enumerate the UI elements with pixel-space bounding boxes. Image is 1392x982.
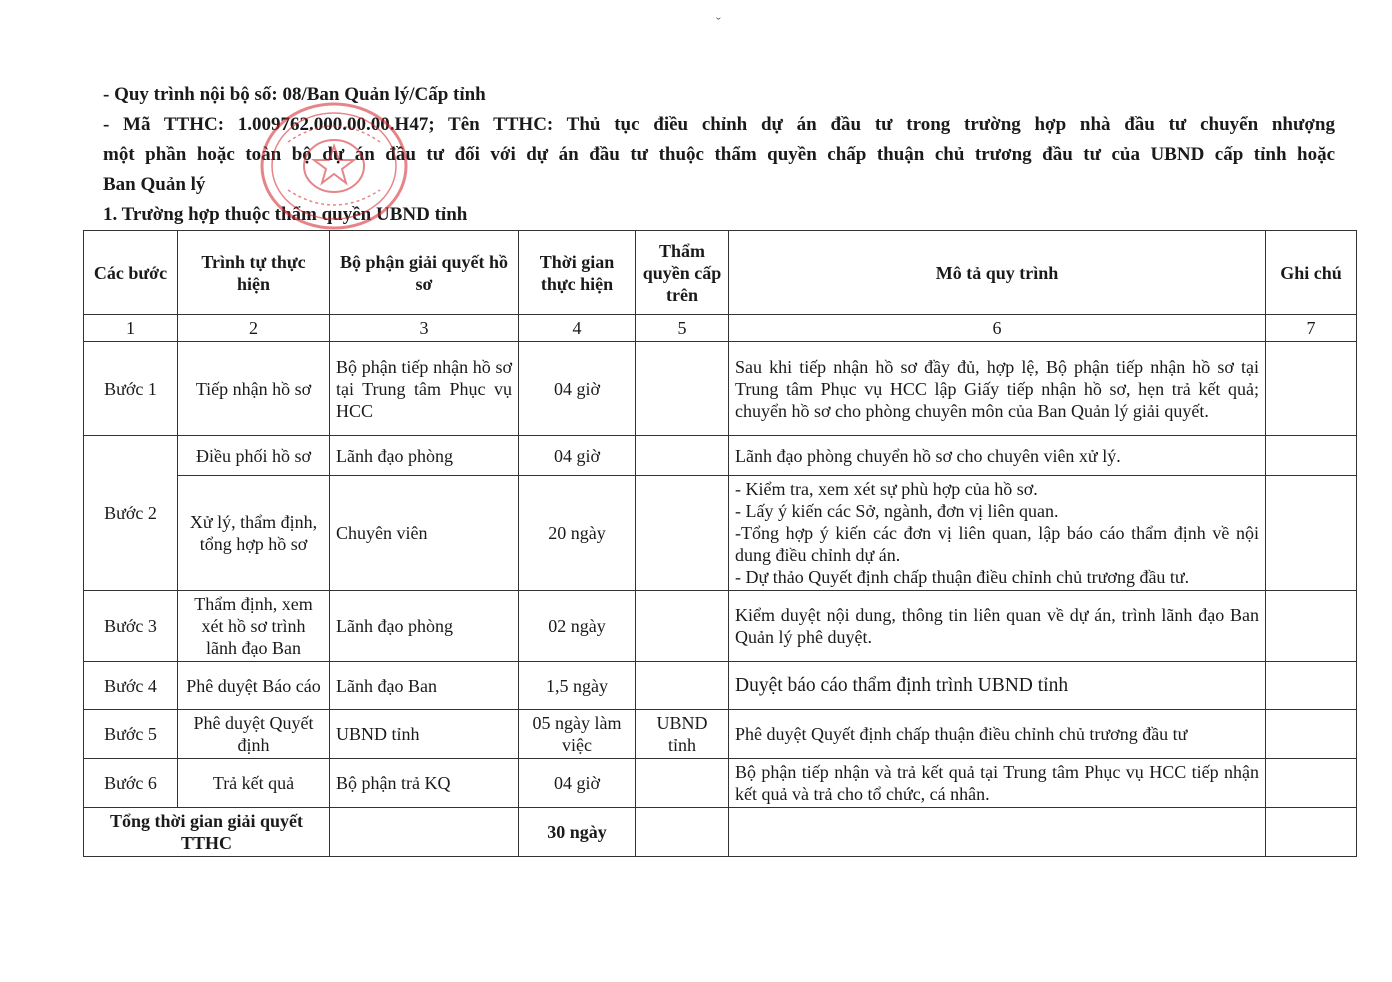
header-unit: Bộ phận giải quyết hồ sơ	[330, 231, 519, 315]
description-cell: Lãnh đạo phòng chuyển hồ sơ cho chuyên viên xử lý.	[729, 436, 1266, 476]
note-cell	[1266, 591, 1357, 662]
header-authority: Thẩm quyền cấp trên	[636, 231, 729, 315]
total-time: 30 ngày	[519, 808, 636, 857]
step-cell: Bước 4	[84, 662, 178, 710]
note-cell	[1266, 759, 1357, 808]
authority-cell	[636, 342, 729, 436]
header-steps: Các bước	[84, 231, 178, 315]
unit-cell: Bộ phận tiếp nhận hồ sơ tại Trung tâm Phục vụ HCC	[330, 342, 519, 436]
task-cell: Xử lý, thẩm định, tổng hợp hồ sơ	[178, 476, 330, 591]
unit-cell: UBND tỉnh	[330, 710, 519, 759]
total-label: Tổng thời gian giải quyết TTHC	[84, 808, 330, 857]
table-row	[84, 662, 1357, 710]
note-cell	[1266, 342, 1357, 436]
time-cell: 1,5 ngày	[519, 662, 636, 710]
table-row	[84, 710, 1357, 759]
step-cell: Bước 6	[84, 759, 178, 808]
authority-cell: UBND tỉnh	[636, 710, 729, 759]
table-row	[84, 591, 1357, 662]
authority-cell	[636, 662, 729, 710]
empty-cell	[1266, 808, 1357, 857]
table-row	[84, 342, 1357, 436]
unit-cell: Lãnh đạo phòng	[330, 591, 519, 662]
description-cell	[729, 476, 1266, 591]
header-note: Ghi chú	[1266, 231, 1357, 315]
process-table	[83, 230, 1357, 857]
note-cell	[1266, 662, 1357, 710]
header-sequence: Trình tự thực hiện	[178, 231, 330, 315]
task-cell: Thẩm định, xem xét hồ sơ trình lãnh đạo Ban	[178, 591, 330, 662]
column-number: 1	[84, 315, 178, 342]
description-cell: Sau khi tiếp nhận hồ sơ đầy đủ, hợp lệ, Bộ phận tiếp nhận hồ sơ tại Trung tâm Phục vụ HCC lập Giấy tiếp nhận hồ sơ, hẹn trả kết quả; chuyển hồ sơ cho phòng chuyên môn của Ban Quản lý giải quyết.	[729, 342, 1266, 436]
task-cell: Phê duyệt Quyết định	[178, 710, 330, 759]
empty-cell	[330, 808, 519, 857]
table-row	[84, 436, 1357, 476]
empty-cell	[729, 808, 1266, 857]
document-header	[103, 80, 1335, 230]
step-cell: Bước 2	[84, 436, 178, 591]
time-cell: 04 giờ	[519, 436, 636, 476]
description-line: - Lấy ý kiến các Sở, ngành, đơn vị liên quan.	[735, 501, 1059, 521]
procedure-code-line: - Mã TTHC: 1.009762.000.00.00.H47; Tên TTHC: Thủ tục điều chỉnh dự án đầu tư trong trường hợp nhà đầu tư chuyển nhượng	[103, 114, 1335, 135]
step-cell: Bước 5	[84, 710, 178, 759]
task-cell: Tiếp nhận hồ sơ	[178, 342, 330, 436]
note-cell	[1266, 476, 1357, 591]
total-row	[84, 808, 1357, 857]
task-cell: Điều phối hồ sơ	[178, 436, 330, 476]
time-cell: 02 ngày	[519, 591, 636, 662]
authority-cell	[636, 476, 729, 591]
authority-cell	[636, 436, 729, 476]
time-cell: 04 giờ	[519, 342, 636, 436]
internal-process-number: - Quy trình nội bộ số: 08/Ban Quản lý/Cấp tỉnh	[103, 84, 486, 105]
procedure-name-end: Ban Quản lý	[103, 174, 206, 195]
procedure-name-line: một phần hoặc toàn bộ dự án đầu tư đối với dự án đầu tư thuộc thẩm quyền chấp thuận chủ trương đầu tư của UBND cấp tỉnh hoặc	[103, 144, 1335, 165]
table-row	[84, 476, 1357, 591]
description-cell: Phê duyệt Quyết định chấp thuận điều chỉnh chủ trương đầu tư	[729, 710, 1266, 759]
header-description: Mô tả quy trình	[729, 231, 1266, 315]
column-number: 3	[330, 315, 519, 342]
note-cell	[1266, 436, 1357, 476]
task-cell: Trả kết quả	[178, 759, 330, 808]
description-cell: Bộ phận tiếp nhận và trả kết quả tại Trung tâm Phục vụ HCC tiếp nhận kết quả và trả cho tổ chức, cá nhân.	[729, 759, 1266, 808]
table-row	[84, 759, 1357, 808]
column-number: 5	[636, 315, 729, 342]
time-cell: 04 giờ	[519, 759, 636, 808]
unit-cell: Lãnh đạo phòng	[330, 436, 519, 476]
unit-cell: Bộ phận trả KQ	[330, 759, 519, 808]
time-cell: 20 ngày	[519, 476, 636, 591]
authority-cell	[636, 591, 729, 662]
description-line: - Dự thảo Quyết định chấp thuận điều chỉnh chủ trương đầu tư.	[735, 567, 1190, 587]
table-header-row	[84, 231, 1357, 315]
unit-cell: Lãnh đạo Ban	[330, 662, 519, 710]
column-number: 4	[519, 315, 636, 342]
description-cell: Kiểm duyệt nội dung, thông tin liên quan về dự án, trình lãnh đạo Ban Quản lý phê duyệt.	[729, 591, 1266, 662]
column-number-row	[84, 315, 1357, 342]
description-cell: Duyệt báo cáo thẩm định trình UBND tỉnh	[729, 662, 1266, 710]
column-number: 2	[178, 315, 330, 342]
time-cell: 05 ngày làm việc	[519, 710, 636, 759]
task-cell: Phê duyệt Báo cáo	[178, 662, 330, 710]
authority-cell	[636, 759, 729, 808]
section-title: 1. Trường hợp thuộc thẩm quyền UBND tỉnh	[103, 204, 468, 225]
step-cell: Bước 3	[84, 591, 178, 662]
description-line: -Tổng hợp ý kiến các đơn vị liên quan, lập báo cáo thẩm định về nội dung điều chỉnh dự án.	[735, 523, 1259, 565]
empty-cell	[636, 808, 729, 857]
note-cell	[1266, 710, 1357, 759]
column-number: 7	[1266, 315, 1357, 342]
scan-mark: ˇ	[716, 16, 721, 31]
header-time: Thời gian thực hiện	[519, 231, 636, 315]
column-number: 6	[729, 315, 1266, 342]
description-line: - Kiểm tra, xem xét sự phù hợp của hồ sơ.	[735, 479, 1038, 499]
step-cell: Bước 1	[84, 342, 178, 436]
unit-cell: Chuyên viên	[330, 476, 519, 591]
